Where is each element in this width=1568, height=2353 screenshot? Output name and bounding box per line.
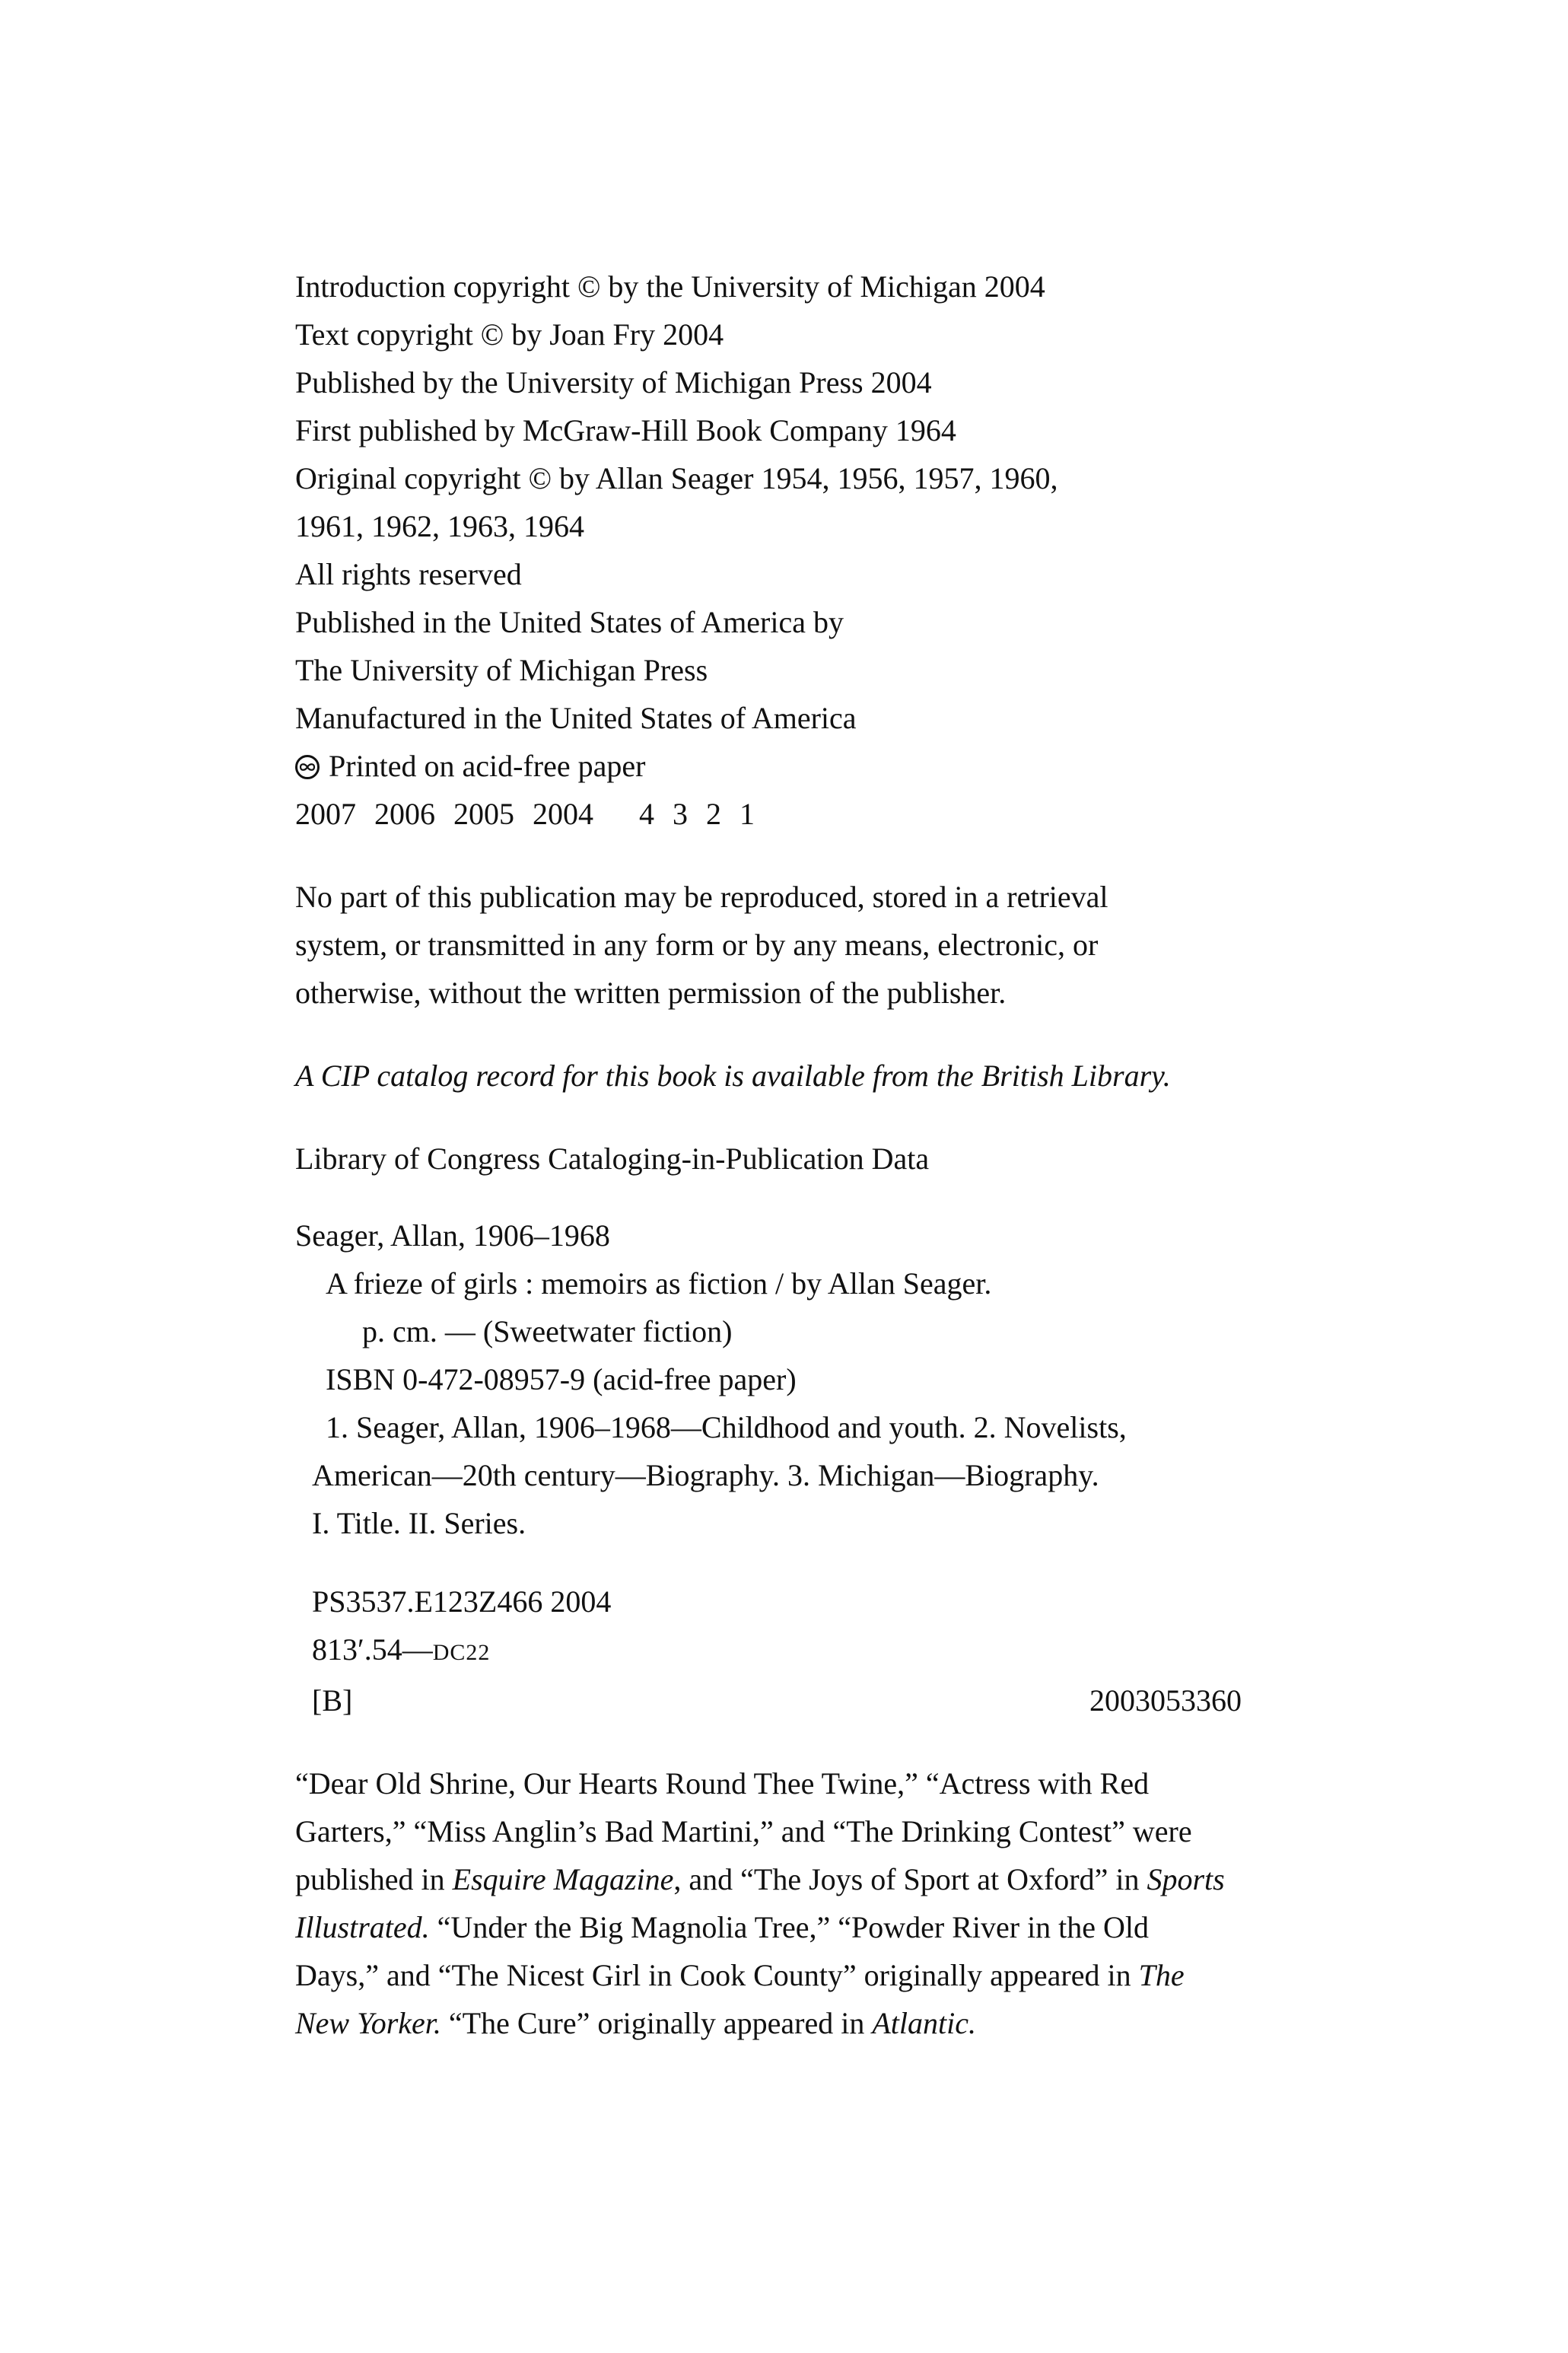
cip-physical: p. cm. — (Sweetwater fiction) <box>362 1314 733 1348</box>
copyright-line: 1961, 1962, 1963, 1964 <box>295 509 584 543</box>
acid-free-line <box>295 742 1330 790</box>
copyright-line: Introduction copyright © by the University of Michigan 2004 <box>295 269 1045 304</box>
ack-publication: Sports <box>1147 1862 1225 1896</box>
ack-line <box>295 1903 1330 1951</box>
ack-publication: New Yorker. <box>295 2006 441 2040</box>
cip-subjects: I. Title. II. Series. <box>312 1506 526 1540</box>
acknowledgments <box>295 1759 1330 2047</box>
cip-final-row <box>295 1676 1242 1724</box>
cip-bracket: [B] <box>312 1683 353 1718</box>
dewey-edition: DC22 <box>432 1640 491 1665</box>
ack-text: , and “The Joys of Sport at Oxford” in <box>673 1862 1147 1896</box>
ack-text: Days,” and “The Nicest Girl in Cook County” originally appeared in <box>295 1958 1139 1992</box>
copyright-line: All rights reserved <box>295 557 522 591</box>
cip-lccn: 2003053360 <box>1089 1683 1242 1718</box>
ack-text: “Under the Big Magnolia Tree,” “Powder River in the Old <box>429 1910 1150 1944</box>
ack-line: “Dear Old Shrine, Our Hearts Round Thee Twine,” “Actress with Red <box>295 1766 1150 1801</box>
notice-line: otherwise, without the written permission of the publisher. <box>295 976 1007 1010</box>
copyright-line: Text copyright © by Joan Fry 2004 <box>295 317 724 352</box>
acid-free-infinity-icon <box>295 755 320 779</box>
cip-record <box>295 1212 1330 1724</box>
dewey-number: 813′.54— <box>312 1632 433 1667</box>
cip-title: A frieze of girls : memoirs as fiction / by Allan Seager. <box>326 1266 992 1301</box>
notice-line: system, or transmitted in any form or by any means, electronic, or <box>295 928 1099 962</box>
copyright-line: The University of Michigan Press <box>295 653 708 687</box>
british-library-note: A CIP catalog record for this book is available from the British Library. <box>295 1059 1171 1093</box>
copyright-block <box>295 263 1330 838</box>
reproduction-notice <box>295 873 1330 1017</box>
ack-line <box>295 1999 1330 2047</box>
ack-publication: The <box>1138 1958 1185 1992</box>
copyright-line: Published by the University of Michigan Press 2004 <box>295 365 932 400</box>
ack-publication: Atlantic. <box>872 2006 976 2040</box>
copyright-line: First published by McGraw-Hill Book Company 1964 <box>295 413 956 447</box>
ack-line: Garters,” “Miss Anglin’s Bad Martini,” and “The Drinking Contest” were <box>295 1814 1192 1848</box>
printing-line <box>295 790 1330 838</box>
copyright-page <box>295 263 1330 2047</box>
cip-subjects: 1. Seager, Allan, 1906–1968—Childhood and youth. 2. Novelists, <box>326 1410 1127 1444</box>
loc-heading: Library of Congress Cataloging-in-Publication Data <box>295 1141 930 1176</box>
print-run: 4 3 2 1 <box>639 797 755 831</box>
cip-dewey <box>295 1625 1330 1676</box>
copyright-line: Original copyright © by Allan Seager 1954, 1956, 1957, 1960, <box>295 461 1058 495</box>
cip-subjects: American—20th century—Biography. 3. Michigan—Biography. <box>312 1458 1099 1492</box>
print-years: 2007 2006 2005 2004 <box>295 797 593 831</box>
ack-publication: Illustrated. <box>295 1910 430 1944</box>
ack-line <box>295 1855 1330 1903</box>
ack-publication: Esquire Magazine <box>452 1862 674 1896</box>
acid-free-text: Printed on acid-free paper <box>329 749 646 783</box>
copyright-line: Manufactured in the United States of America <box>295 701 857 735</box>
cip-lc-class: PS3537.E123Z466 2004 <box>312 1584 612 1619</box>
cip-isbn: ISBN 0-472-08957-9 (acid-free paper) <box>326 1362 797 1396</box>
copyright-line: Published in the United States of America by <box>295 605 844 639</box>
notice-line: No part of this publication may be reproduced, stored in a retrieval <box>295 880 1108 914</box>
ack-line <box>295 1951 1330 1999</box>
ack-text: published in <box>295 1862 453 1896</box>
cip-author: Seager, Allan, 1906–1968 <box>295 1218 610 1253</box>
ack-text: “The Cure” originally appeared in <box>441 2006 873 2040</box>
